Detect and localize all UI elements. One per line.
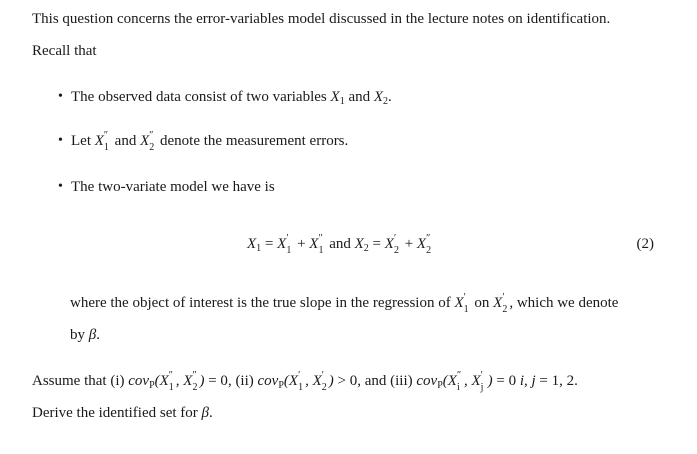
model-equation: $X_1 = X$ ′ 1 + X ″ 1 and $X_2 = X$ ′ 2 + X ″ 2 [247,233,432,256]
assumption-i: cov$_P$(X ″ 1 , X ″ 2 ) = 0 [128,370,228,393]
intro-line-2 [32,41,97,61]
intro-line-1 [32,9,610,29]
intro-text-2: Recall that [32,43,97,59]
objective-line-1: where the object of interest is the true slope in the regression of X ′ 1 on X ′ 2 , which we denote [70,292,619,315]
equation-number: (2) [636,236,654,252]
bullet-marker-2: • [58,133,63,148]
task-line: Derive the identified set for β. [32,405,213,421]
math-beta-2: β [201,405,210,421]
bullet-marker-3: • [58,179,63,194]
math-beta: β [88,327,97,343]
math-x2-error: X ″ 2 [140,130,155,153]
assumption-ii: cov$_P$(X ′ 1 , X ′ 2 ) > 0 [257,370,358,393]
bullet-marker-1: • [58,89,63,104]
math-x1-true: X ′ 1 [454,292,469,315]
math-x1-error: X ″ 1 [94,130,109,153]
assumption-iii: cov$_P$(X ″ i , X ′ j ) = 0 i, j = 1, 2 [416,370,575,393]
intro-text-1: This question concerns the error-variables model discussed in the lecture notes on identification. [32,11,611,27]
math-x2-true: X ′ 2 [493,292,508,315]
objective-line-2: by β. [70,327,100,343]
assumptions-line: Assume that (i) cov$_P$(X ″ 1 , X ″ 2 ) = 0, (ii) cov$_P$(X ′ 1 , X ′ 2 ) > 0, and (iii) cov$_P$(X ″ i , X ′ j ) = 0 i, j = 1, 2. [32,370,578,393]
equation-connector: and [329,236,351,252]
bullet-item-1: The observed data consist of two variables $X_1$ and $X_2$. [71,89,392,107]
bullet-item-3: The two-variate model we have is [71,179,275,195]
math-x1: $X_1$ [330,89,345,107]
bullet-item-2: Let X ″ 1 and X ″ 2 denote the measurement errors. [71,130,349,153]
math-x2: $X_2$ [373,89,389,107]
